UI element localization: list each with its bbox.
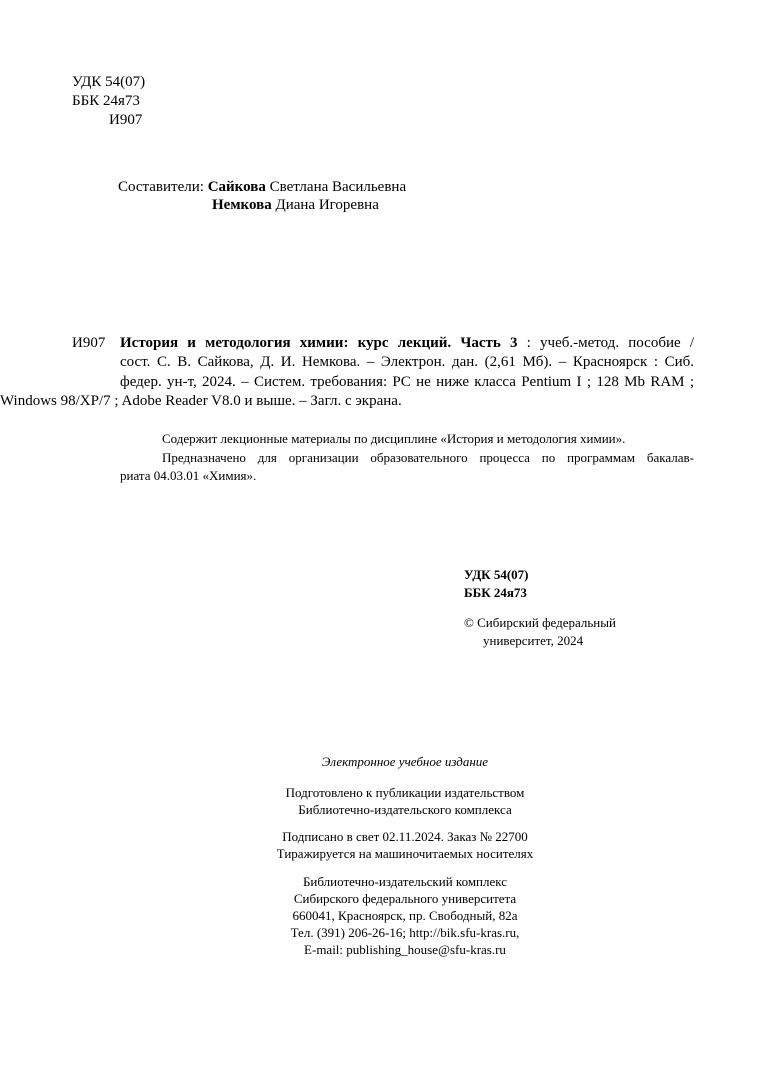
publisher-address: 660041, Красноярск, пр. Свободный, 82а xyxy=(292,908,518,923)
compiler-2-surname: Немкова xyxy=(212,197,272,213)
udk-code-bottom: УДК 54(07) xyxy=(464,567,529,582)
bib-line-4: Windows 98/XP/7 ; Adobe Reader V8.0 и выше. – Загл. с экрана. xyxy=(0,393,402,409)
annotation-line-2: Предназначено для организации образовательного процесса по программам бакалав- xyxy=(162,450,694,465)
compilers-line-2 xyxy=(212,196,379,215)
prepared-line-2: Библиотечно-издательского комплекса xyxy=(298,802,512,817)
compiler-1-surname: Сайкова xyxy=(207,179,266,195)
author-index-top: И907 xyxy=(109,112,143,128)
publisher-line-1: Библиотечно-издательский комплекс xyxy=(302,874,508,889)
compilers-label: Составители: xyxy=(118,179,208,195)
compiler-2-name: Диана Игоревна xyxy=(271,197,379,213)
book-title: История и методология химии: курс лекций. Часть 3 xyxy=(120,335,518,351)
edition-type: Электронное учебное издание xyxy=(321,754,489,769)
author-index-bib: И907 xyxy=(72,335,106,351)
annotation-line-3: риата 04.03.01 «Химия». xyxy=(120,468,257,483)
signed-line-1: Подписано в свет 02.11.2024. Заказ № 22700 xyxy=(282,829,528,844)
annotation-line-1: Содержит лекционные материалы по дисциплине «История и методология химии». xyxy=(162,431,626,446)
prepared-line-1: Подготовлено к публикации издательством xyxy=(285,785,525,800)
signed-line-2: Тиражируется на машиночитаемых носителях xyxy=(276,846,534,861)
udk-code-top: УДК 54(07) xyxy=(72,74,146,90)
copyright-line-1: © Сибирский федеральный xyxy=(464,615,616,630)
publisher-email: E-mail: publishing_house@sfu-kras.ru xyxy=(304,942,506,957)
bbk-code-top: ББК 24я73 xyxy=(72,93,140,109)
publisher-phone-website: Тел. (391) 206-26-16; http://bik.sfu-kras.ru, xyxy=(290,925,520,940)
publisher-line-2: Сибирского федерального университета xyxy=(293,891,517,906)
bib-line-1-rest: : учеб.-метод. пособие / xyxy=(517,335,694,351)
bib-line-1 xyxy=(120,334,694,353)
compiler-1-name: Светлана Васильевна xyxy=(265,179,407,195)
bib-line-3: федер. ун-т, 2024. – Систем. требования: PC не ниже класса Pentium I ; 128 Mb RAM ; xyxy=(120,374,694,390)
copyright-line-2: университет, 2024 xyxy=(483,633,584,648)
bbk-code-bottom: ББК 24я73 xyxy=(464,585,527,600)
bib-line-2: сост. С. В. Сайкова, Д. И. Немкова. – Электрон. дан. (2,61 Мб). – Красноярск : Сиб. xyxy=(120,354,694,370)
compilers-line-1 xyxy=(118,178,406,197)
